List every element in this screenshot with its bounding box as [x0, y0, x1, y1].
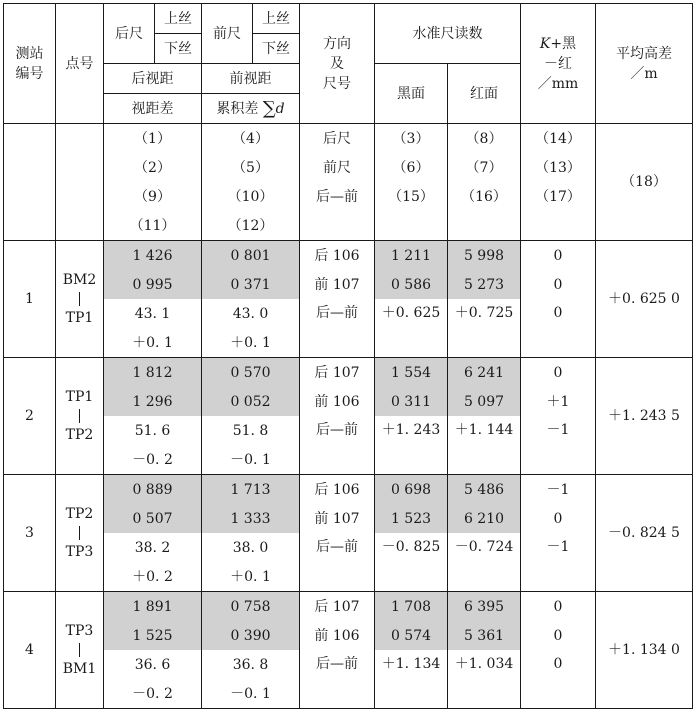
station-row [4, 650, 693, 679]
avg-height-diff: －0. 824 5 [596, 475, 693, 592]
k-check-value: 0 [521, 592, 596, 622]
direction-value: 前 106 [300, 387, 375, 416]
station-row [4, 241, 693, 271]
header-direction-line2: 及 [330, 55, 344, 72]
header-k-plus-black: +黑 [550, 35, 577, 52]
station-row [4, 416, 693, 445]
point-to: TP1 [65, 310, 94, 326]
station-number: 2 [4, 358, 56, 475]
header-avg-diff-unit: ／m [630, 65, 658, 82]
front-rod-value: 0 570 [202, 358, 300, 388]
legend-black-cell: （15） [375, 182, 448, 211]
k-check-value: 0 [521, 650, 596, 709]
header-k-formula [521, 4, 596, 124]
back-rod-value: ＋0. 2 [104, 562, 202, 592]
direction-value: 后 107 [300, 358, 375, 388]
legend-dir-cell: 后尺 [300, 124, 375, 154]
legend-black-cell: （6） [375, 153, 448, 182]
front-rod-value: 0 801 [202, 241, 300, 271]
legend-k-cell: （13） [521, 153, 596, 182]
header-level-reading: 水准尺读数 [375, 4, 521, 64]
legend-front-cell: （12） [202, 211, 300, 241]
avg-height-diff: ＋1. 134 0 [596, 592, 693, 709]
legend-dir-cell [300, 211, 375, 241]
legend-station-cell [4, 124, 56, 241]
header-front-distance: 前视距 [202, 64, 300, 94]
red-face-value: 5 486 [448, 475, 521, 505]
sum-variable: d [275, 100, 285, 117]
header-distance-diff: 视距差 [104, 94, 202, 124]
black-face-value: 1 211 [375, 241, 448, 271]
black-face-value: 0 586 [375, 270, 448, 299]
black-face-value: 0 311 [375, 387, 448, 416]
header-back-distance: 后视距 [104, 64, 202, 94]
legend-back-cell: （1） [104, 124, 202, 154]
front-rod-value: 51. 8 [202, 416, 300, 445]
station-row [4, 592, 693, 622]
point-from: BM2 [62, 272, 97, 288]
legend-red-cell: （16） [448, 182, 521, 211]
direction-value: 前 107 [300, 270, 375, 299]
legend-back-cell: （9） [104, 182, 202, 211]
k-check-value: －1 [521, 533, 596, 592]
black-face-value: 0 574 [375, 621, 448, 650]
header-k-symbol: K [539, 35, 551, 52]
back-rod-value: 38. 2 [104, 533, 202, 562]
black-face-value: ＋1. 134 [375, 650, 448, 709]
back-rod-value: 1 891 [104, 592, 202, 622]
red-face-value: 5 273 [448, 270, 521, 299]
legend-k-cell: （14） [521, 124, 596, 154]
red-face-value: 6 210 [448, 504, 521, 533]
direction-value: 后—前 [300, 416, 375, 475]
station-points [56, 475, 104, 592]
back-rod-value: 1 296 [104, 387, 202, 416]
front-rod-value: －0. 1 [202, 679, 300, 709]
legend-dir-cell: 后—前 [300, 182, 375, 211]
front-rod-value: 0 390 [202, 621, 300, 650]
station-number: 1 [4, 241, 56, 358]
station-row [4, 358, 693, 388]
red-face-value: 5 097 [448, 387, 521, 416]
legend-front-cell: （5） [202, 153, 300, 182]
legend-k-cell [521, 211, 596, 241]
station-row [4, 387, 693, 416]
back-rod-value: ＋0. 1 [104, 328, 202, 358]
k-check-value: ＋1 [521, 387, 596, 416]
header-k-unit: ／mm [537, 75, 579, 92]
direction-value: 后 107 [300, 592, 375, 622]
front-rod-value: 1 333 [202, 504, 300, 533]
header-back-rod: 后尺 [104, 4, 155, 64]
legend-back-cell: （2） [104, 153, 202, 182]
front-rod-value: ＋0. 1 [202, 562, 300, 592]
header-back-lower-wire: 下丝 [155, 34, 202, 64]
point-connector [79, 643, 80, 657]
black-face-value: －0. 825 [375, 533, 448, 592]
header-k-minus-red: －红 [544, 55, 572, 72]
avg-height-diff: ＋0. 625 0 [596, 241, 693, 358]
front-rod-value: －0. 1 [202, 445, 300, 475]
k-check-value: 0 [521, 358, 596, 388]
back-rod-value: 1 812 [104, 358, 202, 388]
red-face-value: －0. 724 [448, 533, 521, 592]
direction-value: 前 107 [300, 504, 375, 533]
header-direction [300, 4, 375, 124]
sum-symbol: ∑ [262, 97, 276, 119]
legend-black-cell: （3） [375, 124, 448, 154]
point-connector [79, 526, 80, 540]
station-number: 3 [4, 475, 56, 592]
k-check-value: 0 [521, 621, 596, 650]
header-direction-line1: 方向 [323, 35, 351, 52]
red-face-value: 5 998 [448, 241, 521, 271]
point-to: BM1 [62, 661, 97, 677]
point-to: TP3 [65, 544, 94, 560]
back-rod-value: 1 426 [104, 241, 202, 271]
leveling-record-table [3, 3, 693, 709]
black-face-value: 1 523 [375, 504, 448, 533]
back-rod-value: 0 507 [104, 504, 202, 533]
front-rod-value: 0 371 [202, 270, 300, 299]
header-direction-line3: 尺号 [323, 75, 351, 92]
back-rod-value: 0 995 [104, 270, 202, 299]
red-face-value: ＋1. 144 [448, 416, 521, 475]
header-cumulative-diff [202, 94, 300, 124]
direction-value: 后 106 [300, 241, 375, 271]
red-face-value: 5 361 [448, 621, 521, 650]
k-check-value: 0 [521, 504, 596, 533]
station-number: 4 [4, 592, 56, 709]
front-rod-value: 38. 0 [202, 533, 300, 562]
header-back-upper-wire: 上丝 [155, 4, 202, 34]
station-row [4, 475, 693, 505]
header-avg-diff [596, 4, 693, 124]
legend-front-cell: （4） [202, 124, 300, 154]
header-cumulative-diff-label: 累积差 [216, 100, 259, 117]
front-rod-value: 0 758 [202, 592, 300, 622]
back-rod-value: 51. 6 [104, 416, 202, 445]
legend-row [4, 153, 693, 182]
header-front-upper-wire: 上丝 [253, 4, 300, 34]
header-point-no: 点号 [56, 4, 104, 124]
legend-back-cell: （11） [104, 211, 202, 241]
station-row [4, 621, 693, 650]
direction-value: 后—前 [300, 533, 375, 592]
back-rod-value: 36. 6 [104, 650, 202, 679]
black-face-value: 1 554 [375, 358, 448, 388]
legend-front-cell: （10） [202, 182, 300, 211]
front-rod-value: 43. 0 [202, 299, 300, 328]
red-face-value: 6 241 [448, 358, 521, 388]
station-row [4, 533, 693, 562]
point-connector [79, 409, 80, 423]
front-rod-value: 0 052 [202, 387, 300, 416]
direction-value: 后—前 [300, 299, 375, 358]
k-check-value: 0 [521, 241, 596, 271]
k-check-value: 0 [521, 270, 596, 299]
red-face-value: ＋1. 034 [448, 650, 521, 709]
legend-red-cell: （8） [448, 124, 521, 154]
black-face-value: ＋0. 625 [375, 299, 448, 358]
direction-value: 前 106 [300, 621, 375, 650]
header-station-no-label: 测站编号 [15, 45, 44, 82]
black-face-value: ＋1. 243 [375, 416, 448, 475]
station-row [4, 299, 693, 328]
direction-value: 后 106 [300, 475, 375, 505]
red-face-value: ＋0. 725 [448, 299, 521, 358]
legend-row [4, 124, 693, 154]
point-from: TP2 [65, 506, 94, 522]
legend-k-cell: （17） [521, 182, 596, 211]
black-face-value: 1 708 [375, 592, 448, 622]
legend-row [4, 182, 693, 211]
back-rod-value: 0 889 [104, 475, 202, 505]
point-from: TP1 [65, 389, 94, 405]
legend-row [4, 211, 693, 241]
header-front-rod: 前尺 [202, 4, 253, 64]
front-rod-value: ＋0. 1 [202, 328, 300, 358]
back-rod-value: －0. 2 [104, 445, 202, 475]
header-black-face: 黑面 [375, 64, 448, 124]
legend-red-cell: （7） [448, 153, 521, 182]
legend-dir-cell: 前尺 [300, 153, 375, 182]
back-rod-value: 43. 1 [104, 299, 202, 328]
station-row [4, 504, 693, 533]
red-face-value: 6 395 [448, 592, 521, 622]
point-from: TP3 [65, 623, 94, 639]
front-rod-value: 36. 8 [202, 650, 300, 679]
legend-avg-cell: （18） [596, 124, 693, 241]
legend-point-cell [56, 124, 104, 241]
k-check-value: －1 [521, 475, 596, 505]
k-check-value: －1 [521, 416, 596, 475]
station-points [56, 358, 104, 475]
avg-height-diff: ＋1. 243 5 [596, 358, 693, 475]
station-points [56, 592, 104, 709]
station-points [56, 241, 104, 358]
header-avg-diff-label: 平均高差 [616, 45, 672, 62]
station-row [4, 270, 693, 299]
legend-black-cell [375, 211, 448, 241]
point-connector [79, 292, 80, 306]
header-red-face: 红面 [448, 64, 521, 124]
black-face-value: 0 698 [375, 475, 448, 505]
back-rod-value: －0. 2 [104, 679, 202, 709]
back-rod-value: 1 525 [104, 621, 202, 650]
point-to: TP2 [65, 427, 94, 443]
k-check-value: 0 [521, 299, 596, 358]
header-front-lower-wire: 下丝 [253, 34, 300, 64]
legend-red-cell [448, 211, 521, 241]
front-rod-value: 1 713 [202, 475, 300, 505]
direction-value: 后—前 [300, 650, 375, 709]
header-station-no [4, 4, 56, 124]
